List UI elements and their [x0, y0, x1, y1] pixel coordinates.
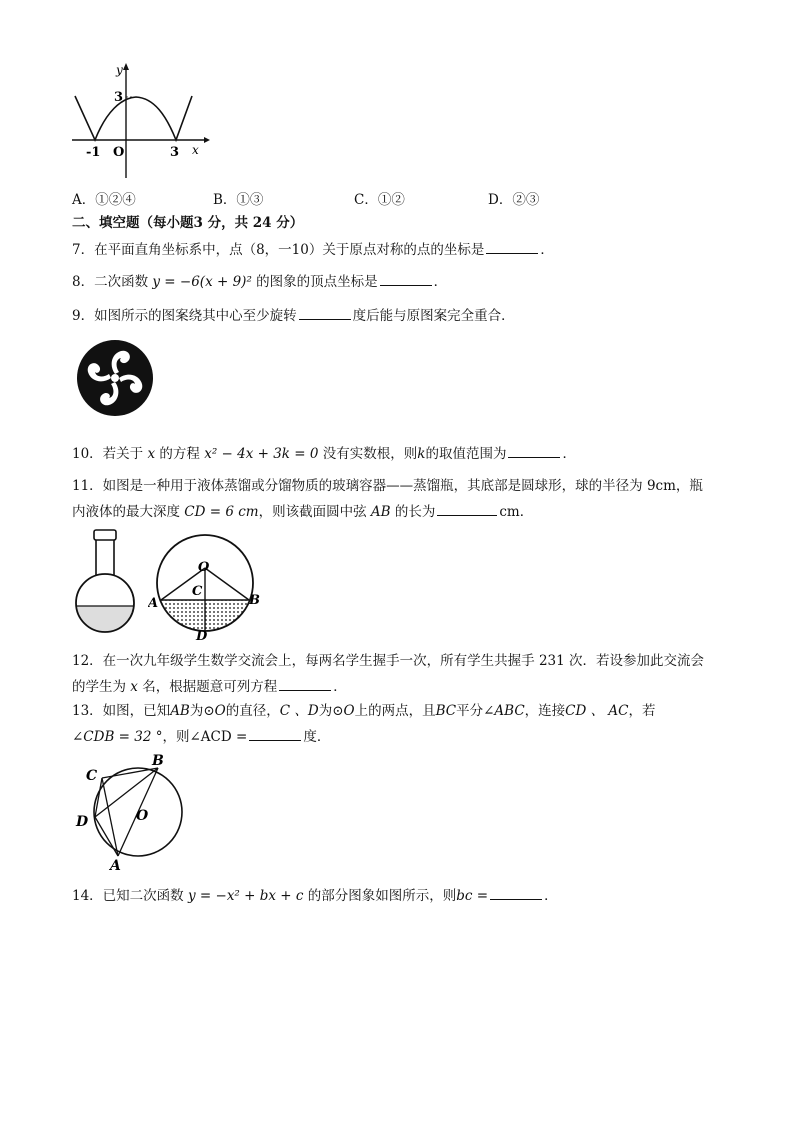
q13-text: 13．如图，已知	[72, 703, 171, 719]
q10-var-k: k	[417, 446, 426, 462]
q13-text-c: 的直径，	[225, 703, 280, 719]
q12-text: 的学生为	[72, 679, 126, 695]
q12-answer-blank[interactable]	[279, 677, 331, 691]
q11-text-b: ，则该截面圆中弦	[258, 504, 367, 520]
q10-answer-blank[interactable]	[508, 444, 560, 458]
q10-formula: x² − 4x + 3k = 0	[204, 446, 319, 462]
label-a: A	[148, 596, 159, 611]
label-d: D	[76, 814, 89, 830]
chord-ca	[102, 778, 118, 856]
q13-text-g: ，连接	[524, 703, 566, 719]
question-13-line2	[72, 727, 330, 746]
q12-end: ．	[333, 679, 347, 695]
question-11-line2	[72, 502, 533, 521]
q13-angle: ∠CDB = 32 °	[72, 729, 163, 745]
q9-answer-blank[interactable]	[299, 306, 351, 320]
q10-text-c: 没有实数根，则	[322, 446, 418, 462]
q8-formula: y = −6(x + 9)²	[152, 274, 252, 290]
label-o: O	[136, 808, 149, 824]
q13-circle-figure	[72, 752, 192, 872]
label-d: D	[196, 629, 208, 644]
label-o: O	[198, 560, 210, 575]
option-a: A．①②④	[72, 192, 136, 208]
q8-text: 8．二次函数	[72, 274, 149, 290]
section-title: 二、填空题（每小题3 分，共 24 分）	[72, 215, 304, 231]
question-13-line1	[72, 702, 656, 720]
q11-chord: AB	[370, 504, 391, 520]
q13-ab: AB	[170, 703, 190, 719]
q7-answer-blank[interactable]	[486, 240, 538, 254]
q13-o: O	[214, 703, 226, 719]
question-14	[72, 886, 558, 905]
x-tick-neg1: -1	[86, 145, 101, 160]
question-12-line2	[72, 677, 347, 696]
question-9	[72, 306, 515, 325]
q11-text: 内液体的最大深度	[72, 504, 180, 520]
question-12-line1: 12．在一次九年级学生数学交流会上，每两名学生握手一次，所有学生共握手 231 次．若设参加此交流会	[72, 653, 705, 669]
q13-text-f: 平分∠	[456, 703, 495, 719]
q13-text-b: 为⊙	[189, 703, 215, 719]
x-tick-3: 3	[170, 145, 180, 160]
label-b: B	[249, 593, 260, 608]
q12-text-b: 名，根据题意可列方程	[142, 679, 278, 695]
flask-neck	[96, 540, 114, 576]
q11-circle-figure	[148, 526, 266, 644]
q14-answer-blank[interactable]	[490, 886, 542, 900]
q8-answer-blank[interactable]	[380, 272, 432, 286]
label-a: A	[110, 858, 121, 872]
q13-text-h: ，若	[628, 703, 656, 719]
label-c: C	[192, 584, 203, 599]
q14-text-b: 的部分图象如图所示，则	[307, 888, 457, 904]
q8-end: ．	[433, 274, 448, 290]
q10-text: 10．若关于	[72, 446, 144, 462]
origin-label: O	[113, 145, 125, 160]
q7-end: ．	[540, 242, 554, 258]
q9-text-b: 度后能与原图案完全重合．	[352, 308, 515, 324]
q14-formula: y = −x² + bx + c	[187, 888, 304, 904]
flask-stopper	[94, 530, 116, 540]
q13-answer-blank[interactable]	[249, 727, 301, 741]
q9-text: 9．如图所示的图案绕其中心至少旋转	[72, 308, 297, 324]
q13-o2: O	[343, 703, 355, 719]
y-tick-3: 3	[114, 90, 124, 105]
q13-end: 度．	[303, 729, 331, 745]
q13-bc: BC	[435, 703, 457, 719]
q11-end: cm．	[499, 504, 534, 520]
option-c: C．①②	[354, 192, 405, 208]
q6-graph	[66, 60, 216, 180]
q13-cd2: CD 、 AC	[565, 703, 629, 719]
q10-var-x: x	[147, 446, 156, 462]
question-11-line1: 11．如图是一种用于液体蒸馏或分馏物质的玻璃容器——蒸馏瓶，其底部是圆球形，球的半径为 9cm，瓶	[72, 478, 703, 494]
question-8	[72, 272, 447, 291]
q11-answer-blank[interactable]	[437, 502, 497, 516]
q14-text: 14．已知二次函数	[72, 888, 184, 904]
q13-text-i: ，则∠ACD =	[162, 729, 248, 745]
q10-text-d: 的取值范围为	[425, 446, 507, 462]
radius-ob	[205, 568, 249, 600]
q13-cd: C 、D	[279, 703, 319, 719]
q10-text-b: 的方程	[159, 446, 200, 462]
option-d: D．②③	[488, 192, 540, 208]
x-label: x	[192, 143, 199, 157]
q12-var-x: x	[130, 679, 138, 695]
y-label: y	[116, 63, 123, 77]
q9-pattern-figure	[74, 338, 156, 418]
q14-end: ．	[544, 888, 558, 904]
q11-formula: CD = 6 cm	[184, 504, 259, 520]
q11-flask-figure	[72, 526, 142, 638]
q13-text-d: 为⊙	[318, 703, 344, 719]
question-10	[72, 444, 576, 463]
x-axis-arrow	[204, 137, 210, 143]
q11-text-c: 的长为	[394, 504, 436, 520]
label-c: C	[86, 768, 98, 784]
q13-text-e: 上的两点，且	[354, 703, 436, 719]
q10-end: ．	[562, 446, 576, 462]
label-b: B	[152, 753, 164, 769]
q8-text-b: 的图象的顶点坐标是	[256, 274, 378, 290]
question-7	[72, 240, 554, 259]
y-axis-arrow	[123, 63, 129, 70]
option-b: B．①③	[213, 192, 264, 208]
q7-text: 7．在平面直角坐标系中，点（8，一10）关于原点对称的点的坐标是	[72, 242, 485, 258]
graph-curve	[75, 96, 192, 140]
q14-bc: bc =	[456, 888, 489, 904]
q13-abc: ABC	[494, 703, 525, 719]
